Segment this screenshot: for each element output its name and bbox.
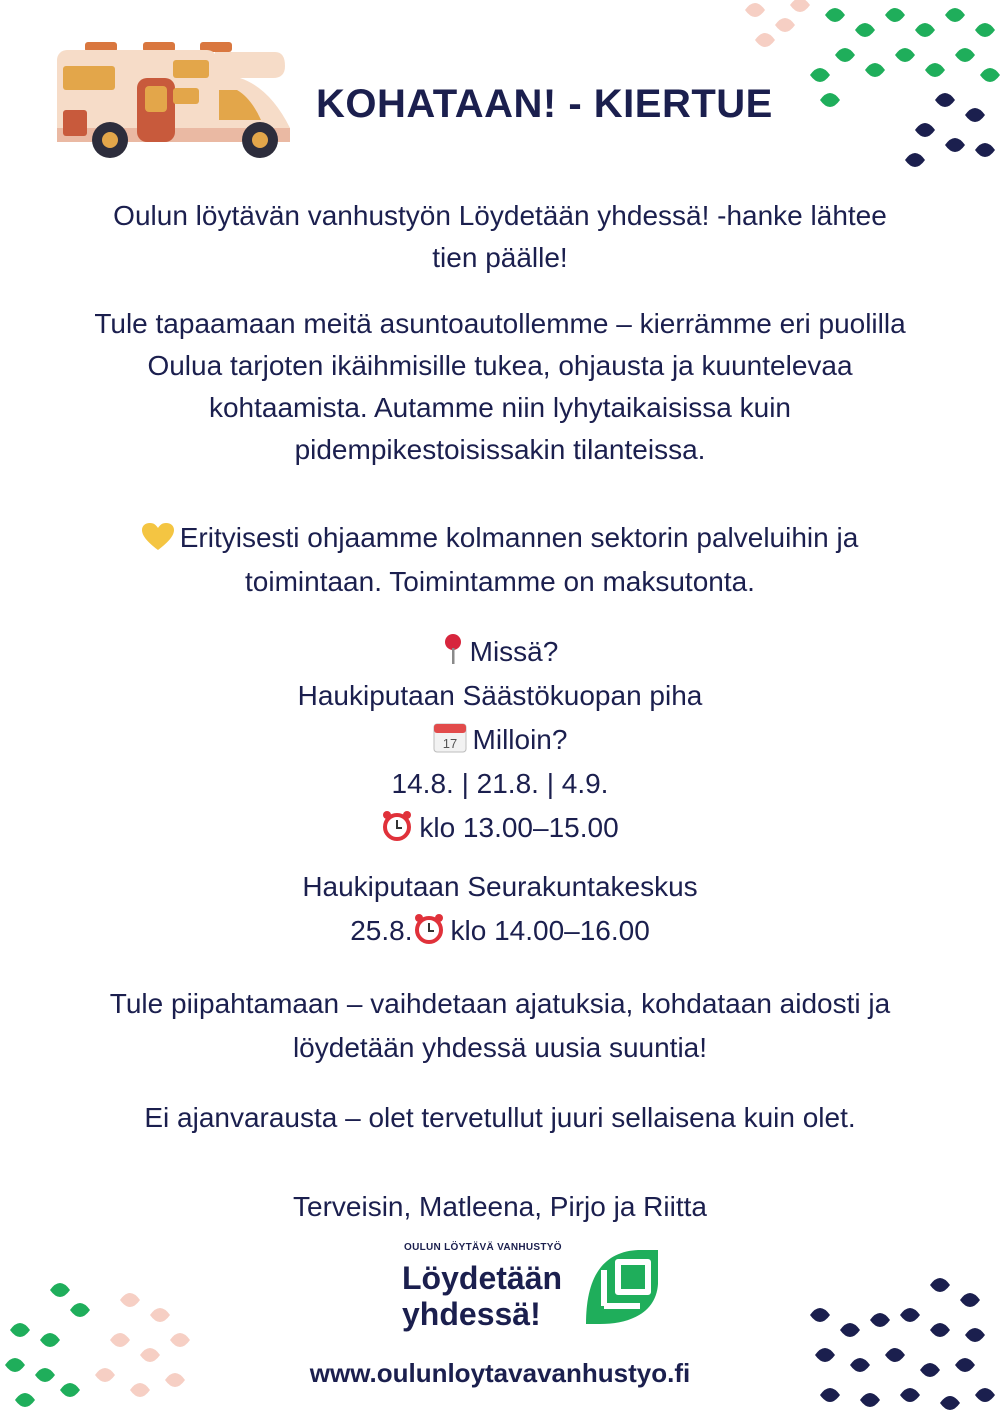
logo-line-1: Löydetään: [402, 1260, 563, 1296]
closing-line-2: löydetään yhdessä uusia suuntia!: [292, 1032, 708, 1063]
location-2: Haukiputaan Seurakuntakeskus: [302, 871, 698, 902]
location-1: Haukiputaan Säästökuopan piha: [297, 680, 703, 711]
bottom-right-pattern: [800, 1275, 1000, 1414]
motorhome-icon: [55, 40, 300, 160]
logo-small-text: OULUN LÖYTÄVÄ VANHUSTYÖ: [404, 1242, 562, 1253]
alarm-clock-icon: [381, 809, 413, 841]
page-title: KOHATAAN! - KIERTUE: [316, 82, 773, 126]
date-time-line-2: [0, 910, 1000, 952]
closing-line-1: Tule piipahtamaan – vaihdetaan ajatuksia, kohdataan aidosti ja: [109, 988, 891, 1019]
intro-line-2: tien päälle!: [432, 242, 568, 273]
project-logo: [400, 1240, 670, 1336]
pin-icon: [442, 633, 464, 665]
svg-text:17: 17: [442, 736, 457, 751]
no-booking-text: Ei ajanvarausta – olet tervetullut juuri sellaisena kuin olet.: [144, 1102, 856, 1133]
where-heading: [0, 631, 1000, 673]
highlight-line-2: toimintaan. Toimintamme on maksutonta.: [245, 566, 755, 597]
time-2: klo 14.00–16.00: [450, 915, 650, 946]
time-line-1: [0, 807, 1000, 849]
when-label: Milloin?: [472, 724, 568, 755]
description-line-4: pidempikestoisissakin tilanteissa.: [294, 434, 706, 465]
description-line-1: Tule tapaamaan meitä asuntoautollemme – kierrämme eri puolilla: [94, 308, 906, 339]
intro-line-1: Oulun löytävän vanhustyön Löydetään yhdessä! -hanke lähtee: [113, 200, 887, 231]
leaf-logo-icon: [578, 1244, 662, 1328]
date-2: 25.8.: [350, 915, 413, 946]
description-line-3: kohtaamista. Autamme niin lyhytaikaisissa kuin: [208, 392, 792, 423]
top-right-pattern: [735, 0, 1000, 175]
yellow-heart-icon: [142, 523, 174, 551]
bottom-left-pattern: [0, 1280, 200, 1414]
where-label: Missä?: [469, 636, 559, 667]
time-1: klo 13.00–15.00: [419, 812, 619, 843]
when-heading: [0, 719, 1000, 761]
calendar-icon: [433, 721, 467, 753]
signature: Terveisin, Matleena, Pirjo ja Riitta: [293, 1191, 707, 1222]
description-line-2: Oulua tarjoten ikäihmisille tukea, ohjausta ja kuuntelevaa: [147, 350, 853, 381]
website-link[interactable]: www.oulunloytavavanhustyo.fi: [309, 1358, 691, 1388]
dates-1: 14.8. | 21.8. | 4.9.: [391, 768, 609, 799]
logo-line-2: yhdessä!: [402, 1296, 541, 1332]
alarm-clock-icon: [413, 912, 445, 944]
highlight-line-1: [0, 517, 1000, 559]
highlight-text-1: Erityisesti ohjaamme kolmannen sektorin palveluihin ja: [179, 522, 859, 553]
